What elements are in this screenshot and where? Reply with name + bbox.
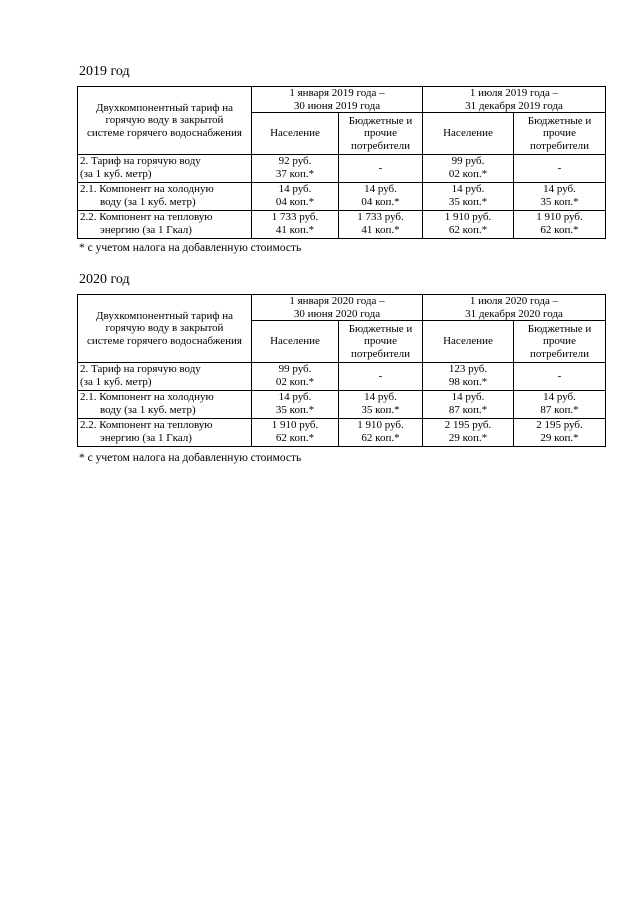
period-header-h2: [423, 295, 606, 321]
subcol-budget: [339, 321, 423, 363]
row-label-line: (за 1 куб. метр): [80, 167, 152, 180]
value-rub: 14 руб.: [543, 391, 576, 403]
value-rub: 99 руб.: [451, 155, 485, 167]
row-label: [78, 391, 252, 419]
table-row: [78, 363, 606, 391]
year-heading-2019: 2019 год: [79, 64, 130, 79]
value-kop: 62 коп.*: [275, 431, 315, 444]
subcol-line: потребители: [350, 347, 411, 360]
table-header-row: [78, 87, 606, 113]
period-line: 30 июня 2020 года: [293, 307, 381, 320]
header-row-title: [78, 295, 252, 363]
header-title-line: системе горячего водоснабжения: [87, 126, 242, 139]
subcol-population: [252, 321, 339, 363]
value-kop: 41 коп.*: [275, 223, 315, 236]
value-cell: [252, 183, 339, 211]
period-line: 30 июня 2019 года: [293, 99, 381, 112]
footnote-2020: * с учетом налога на добавленную стоимость: [79, 452, 302, 464]
row-label-line: 2.2. Компонент на тепловую: [80, 419, 213, 431]
value-rub: 14 руб.: [451, 391, 485, 403]
value-cell: [423, 155, 514, 183]
value-kop: 35 коп.*: [540, 195, 579, 208]
subcol-line: потребители: [529, 347, 590, 360]
header-title-line: системе горячего водоснабжения: [87, 334, 242, 347]
row-label-line: энергию (за 1 Гкал): [100, 431, 192, 444]
table-row: [78, 391, 606, 419]
value-rub: 14 руб.: [543, 183, 576, 195]
row-label: [78, 155, 252, 183]
value-cell: [339, 391, 423, 419]
header-title-line: горячую воду в закрытой: [105, 114, 224, 127]
footnote-2019: * с учетом налога на добавленную стоимость: [79, 242, 302, 254]
value-cell: [423, 183, 514, 211]
value-kop: 62 коп.*: [540, 223, 579, 236]
value-rub: 1 910 руб.: [357, 419, 404, 431]
period-line: 1 января 2019 года –: [289, 87, 385, 99]
row-label-line: 2. Тариф на горячую воду: [80, 363, 201, 375]
dash-mark: -: [378, 162, 383, 175]
row-label-line: энергию (за 1 Гкал): [100, 223, 192, 236]
value-rub: 14 руб.: [364, 391, 397, 403]
table-row: [78, 211, 606, 239]
subcol-population: [423, 113, 514, 155]
value-rub: 14 руб.: [278, 391, 312, 403]
value-cell: [423, 419, 514, 447]
value-kop: 98 коп.*: [448, 375, 488, 388]
value-rub: 99 руб.: [278, 363, 312, 375]
header-title-line: Двухкомпонентный тариф на: [96, 309, 233, 322]
value-rub: 1 910 руб.: [536, 211, 583, 223]
header-title-line: горячую воду в закрытой: [105, 322, 224, 335]
value-cell: [252, 155, 339, 183]
subcol-population: [252, 113, 339, 155]
subcol-line: прочие: [364, 127, 397, 140]
value-rub: 1 910 руб.: [444, 211, 492, 223]
subcol-line: Население: [443, 335, 493, 348]
subcol-line: потребители: [350, 139, 411, 152]
subcol-budget: [514, 113, 606, 155]
value-rub: 2 195 руб.: [444, 419, 492, 431]
tariff-table-2020: [77, 294, 606, 447]
table-row: [78, 155, 606, 183]
period-line: 1 июля 2020 года –: [469, 295, 559, 307]
value-cell: [423, 363, 514, 391]
year-heading-2020: 2020 год: [79, 272, 130, 287]
value-cell: [514, 391, 606, 419]
value-kop: 35 коп.*: [448, 195, 488, 208]
subcol-line: Бюджетные и: [348, 114, 413, 127]
row-label-line: воду (за 1 куб. метр): [100, 403, 196, 416]
value-rub: 92 руб.: [278, 155, 312, 167]
subcol-budget: [339, 113, 423, 155]
value-kop: 29 коп.*: [448, 431, 488, 444]
value-rub: 1 910 руб.: [271, 419, 319, 431]
value-cell: [339, 211, 423, 239]
subcol-line: Бюджетные и: [527, 322, 592, 335]
value-cell: [423, 391, 514, 419]
value-cell: [423, 211, 514, 239]
subcol-line: прочие: [543, 127, 576, 140]
row-label: [78, 183, 252, 211]
value-kop: 04 коп.*: [275, 195, 315, 208]
value-cell: [252, 391, 339, 419]
row-label: [78, 419, 252, 447]
value-cell: [252, 419, 339, 447]
subcol-line: Бюджетные и: [527, 114, 592, 127]
value-kop: 35 коп.*: [361, 403, 400, 416]
period-header-h1: [252, 295, 423, 321]
value-cell: [339, 419, 423, 447]
row-label-line: воду (за 1 куб. метр): [100, 195, 196, 208]
value-kop: 29 коп.*: [540, 431, 579, 444]
period-line: 31 декабря 2020 года: [465, 307, 563, 320]
value-rub: 14 руб.: [364, 183, 397, 195]
value-cell: [514, 183, 606, 211]
value-cell: [514, 211, 606, 239]
subcol-line: Население: [443, 127, 493, 140]
row-label-line: 2.2. Компонент на тепловую: [80, 211, 213, 223]
table-row: [78, 183, 606, 211]
row-label-line: (за 1 куб. метр): [80, 375, 152, 388]
subcol-line: Бюджетные и: [348, 322, 413, 335]
value-cell: [252, 211, 339, 239]
subcol-line: прочие: [364, 335, 397, 348]
row-label-line: 2.1. Компонент на холодную: [80, 183, 214, 195]
subcol-budget: [514, 321, 606, 363]
value-kop: 62 коп.*: [448, 223, 488, 236]
dash-mark: -: [557, 162, 562, 175]
table-row: [78, 419, 606, 447]
period-line: 1 января 2020 года –: [289, 295, 385, 307]
value-rub: 2 195 руб.: [536, 419, 583, 431]
value-cell-empty: [339, 155, 423, 183]
value-kop: 02 коп.*: [275, 375, 315, 388]
header-row-title: [78, 87, 252, 155]
tariff-table-2019: [77, 86, 606, 239]
value-rub: 14 руб.: [278, 183, 312, 195]
dash-mark: -: [378, 370, 383, 383]
row-label-line: 2.1. Компонент на холодную: [80, 391, 214, 403]
value-rub: 14 руб.: [451, 183, 485, 195]
value-kop: 87 коп.*: [540, 403, 579, 416]
period-line: 1 июля 2019 года –: [469, 87, 559, 99]
value-cell-empty: [514, 363, 606, 391]
table-header-row: [78, 295, 606, 321]
value-rub: 1 733 руб.: [357, 211, 404, 223]
subcol-line: потребители: [529, 139, 590, 152]
period-line: 31 декабря 2019 года: [465, 99, 563, 112]
dash-mark: -: [557, 370, 562, 383]
value-rub: 123 руб.: [448, 363, 488, 375]
value-cell-empty: [514, 155, 606, 183]
value-kop: 02 коп.*: [448, 167, 488, 180]
value-kop: 37 коп.*: [275, 167, 315, 180]
subcol-population: [423, 321, 514, 363]
row-label: [78, 363, 252, 391]
subcol-line: Население: [270, 335, 320, 348]
row-label-line: 2. Тариф на горячую воду: [80, 155, 201, 167]
period-header-h2: [423, 87, 606, 113]
value-cell: [252, 363, 339, 391]
value-cell: [514, 419, 606, 447]
value-kop: 35 коп.*: [275, 403, 315, 416]
row-label: [78, 211, 252, 239]
value-kop: 87 коп.*: [448, 403, 488, 416]
value-cell-empty: [339, 363, 423, 391]
value-rub: 1 733 руб.: [271, 211, 319, 223]
subcol-line: Население: [270, 127, 320, 140]
value-kop: 62 коп.*: [361, 431, 400, 444]
header-title-line: Двухкомпонентный тариф на: [96, 101, 233, 114]
value-cell: [339, 183, 423, 211]
subcol-line: прочие: [543, 335, 576, 348]
value-kop: 04 коп.*: [361, 195, 400, 208]
period-header-h1: [252, 87, 423, 113]
value-kop: 41 коп.*: [361, 223, 400, 236]
